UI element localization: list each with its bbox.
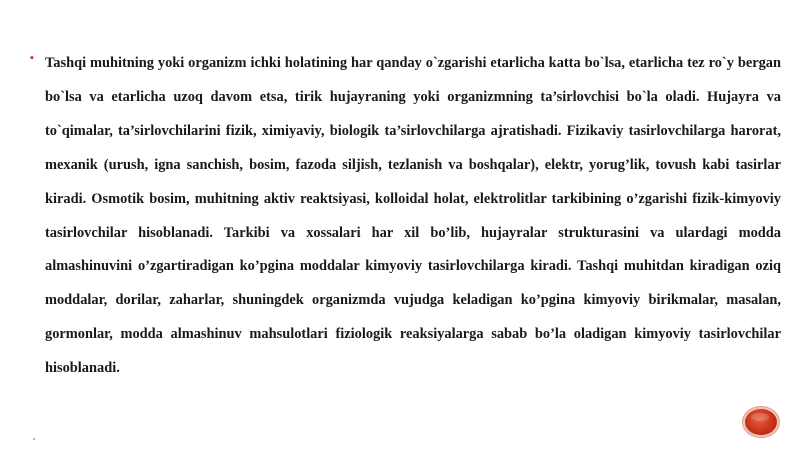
bullet-icon: ▪	[30, 52, 34, 64]
bullet-item	[30, 47, 790, 386]
red-circle-button-icon[interactable]	[745, 409, 777, 435]
body-paragraph: Tashqi muhitning yoki organizm ichki holatining har qanday o`zgarishi etarlicha katta bo`lsa, etarlicha tez ro`y bergan bo`lsa va etarlicha uzoq davom etsa, tirik hujayraning yoki organizmning ta’sirlovchisi bo`la oladi. Hujayra va to`qimalar, ta’sirlovchilarini fizik, ximiyaviy, biologik ta’sirlovchilarga ajratishadi. Fizikaviy tasirlovchilarga harorat, mexanik (urush, igna sanchish, bosim, fazoda siljish, tezlanish va boshqalar), elektr, yorug’lik, tovush kabi tasirlar kiradi. Osmotik bosim, muhitning aktiv reaktsiyasi, kolloidal holat, elektrolitlar tarkibining o’zgarishi fizik-kimyoviy tasirlovchilar hisoblanadi. Tarkibi va xossalari har xil bo’lib, hujayralar strukturasini va ulardagi modda almashinuvini o’zgartiradigan ko’pgina moddalar kimyoviy tasirlovchilarga kiradi. Tashqi muhitdan kiradigan oziq moddalar, dorilar, zaharlar, shuningdek organizmda vujudga keladigan ko’pgina kimyoviy birikmalar, masalan, gormonlar, modda almashinuv mahsulotlari fiziologik reaksiyalarga sabab bo’la oladigan kimyoviy tasirlovchilar hisoblanadi.	[45, 55, 781, 377]
slide-marker-dot	[33, 438, 35, 440]
